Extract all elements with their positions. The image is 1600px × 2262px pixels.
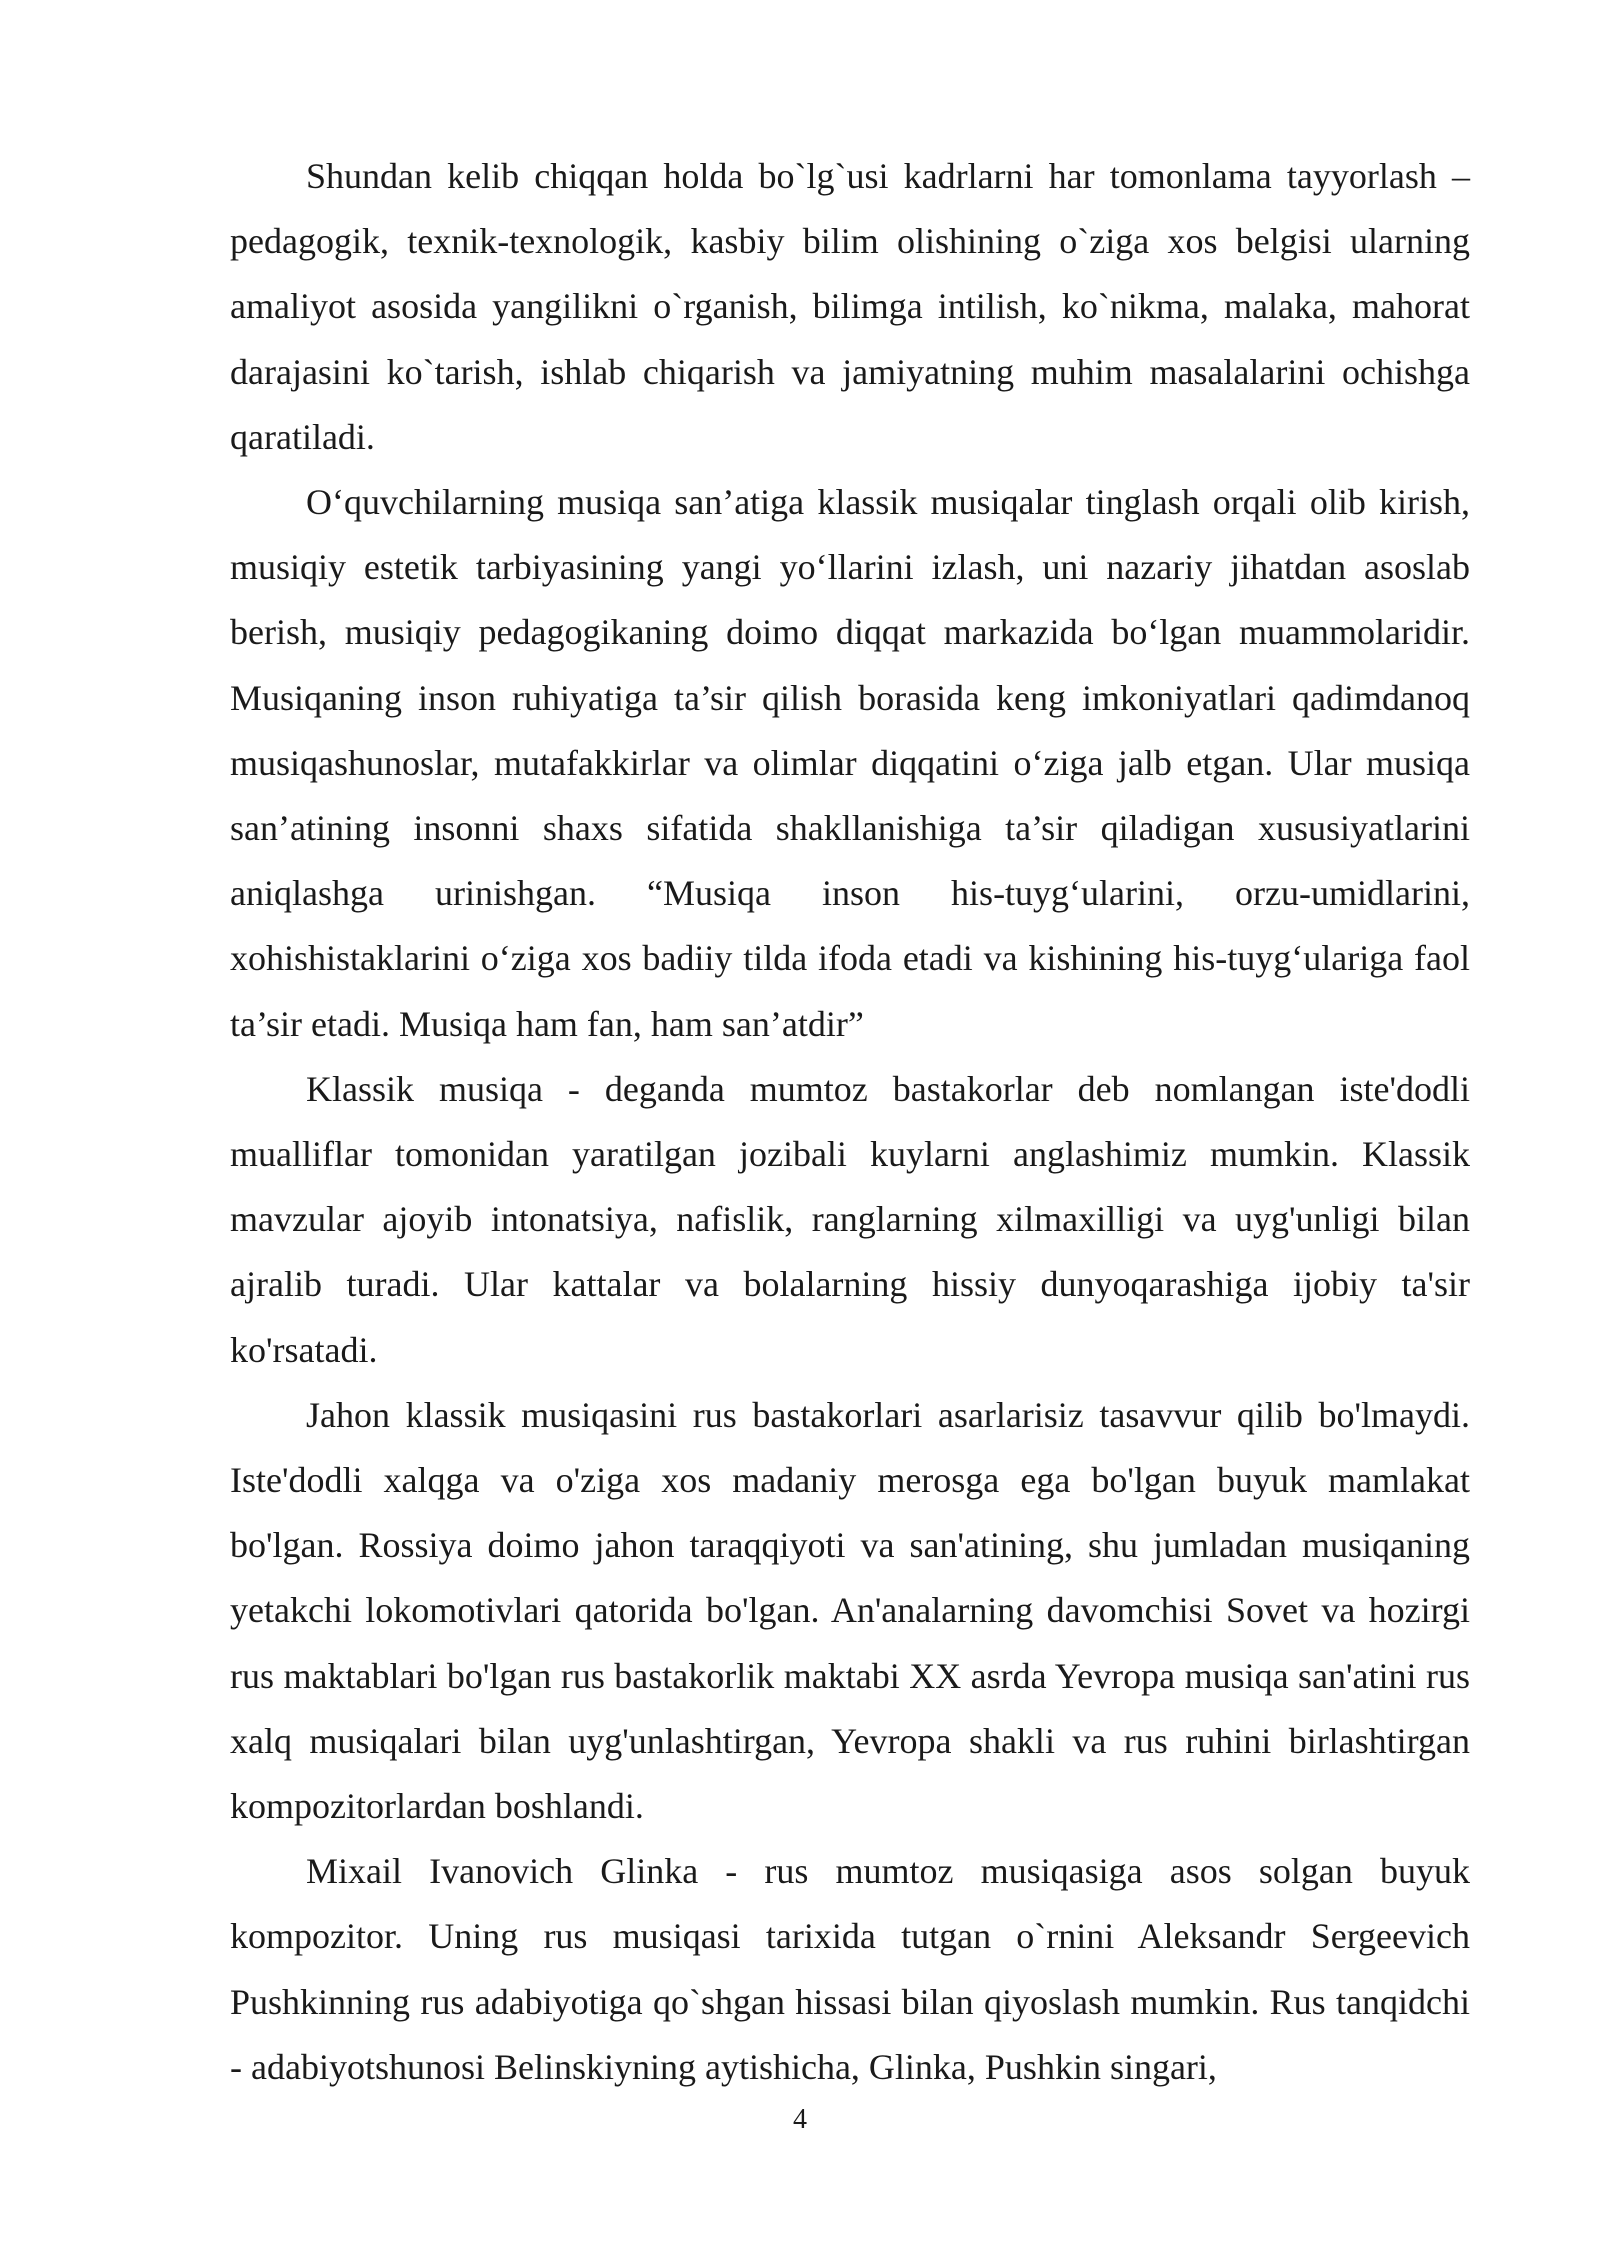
page-number: 4 [793, 2104, 807, 2135]
paragraph-3: Klassik musiqa - deganda mumtoz bastakorlar deb nomlangan iste'dodli mualliflar tomonidan yaratilgan jozibali kuylarni anglashimiz mumkin. Klassik mavzular ajoyib intonatsiya, nafislik, ranglarning xilmaxilligi va uyg'unligi bilan ajralib turadi. Ular kattalar va bolalarning hissiy dunyoqarashiga ijobiy ta'sir ko'rsatadi. [230, 1068, 1470, 1370]
paragraph-5: Mixail Ivanovich Glinka - rus mumtoz musiqasiga asos solgan buyuk kompozitor. Uning rus musiqasi tarixida tutgan o`rnini Aleksandr Sergeevich Pushkinning rus adabiyotiga qo`shgan hissasi bilan qiyoslash mumkin. Rus tanqidchi - adabiyotshunosi Belinskiyning aytishicha, Glinka, Pushkin singari, [230, 1851, 1470, 2087]
paragraph-1: Shundan kelib chiqqan holda bo`lg`usi kadrlarni har tomonlama tayyorlash – pedagogik, texnik-texnologik, kasbiy bilim olishining o`ziga xos belgisi ularning amaliyot asosida yangilikni o`rganish, bilimga intilish, ko`nikma, malaka, mahorat darajasini ko`tarish, ishlab chiqarish va jamiyatning muhim masalalarini ochishga qaratiladi. [230, 156, 1470, 457]
paragraph-2: O‘quvchilarning musiqa san’atiga klassik musiqalar tinglash orqali olib kirish, musiqiy estetik tarbiyasining yangi yo‘llarini izlash, uni nazariy jihatdan asoslab berish, musiqiy pedagogikaning doimo diqqat markazida bo‘lgan muammolaridir. Musiqaning inson ruhiyatiga ta’sir qilish borasida keng imkoniyatlari qadimdanoq musiqashunoslar, mutafakkirlar va olimlar diqqatini o‘ziga jalb etgan. Ular musiqa san’atining insonni shaxs sifatida shakllanishiga ta’sir qiladigan xususiyatlarini aniqlashga urinishgan. “Musiqa inson his-tuyg‘ularini, orzu-umidlarini, xohishistaklarini o‘ziga xos badiiy tilda ifoda etadi va kishining his-tuyg‘ulariga faol ta’sir etadi. Musiqa ham fan, ham san’atdir” [230, 482, 1470, 1044]
document-body [230, 144, 1470, 2100]
paragraph-4: Jahon klassik musiqasini rus bastakorlari asarlarisiz tasavvur qilib bo'lmaydi. Iste'dodli xalqga va o'ziga xos madaniy merosga ega bo'lgan buyuk mamlakat bo'lgan. Rossiya doimo jahon taraqqiyoti va san'atining, shu jumladan musiqaning yetakchi lokomotivlari qatorida bo'lgan. An'analarning davomchisi Sovet va hozirgi rus maktablari bo'lgan rus bastakorlik maktabi XX asrda Yevropa musiqa san'atini rus xalq musiqalari bilan uyg'unlashtirgan, Yevropa shakli va rus ruhini birlashtirgan kompozitorlardan boshlandi. [230, 1394, 1470, 1827]
